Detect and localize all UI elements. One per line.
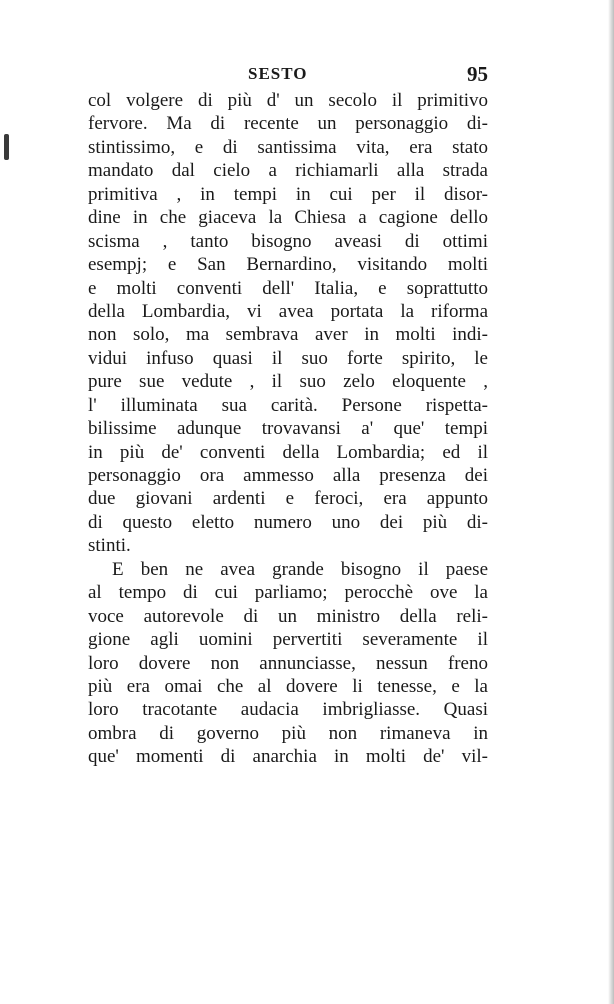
spine-shadow <box>608 0 614 1004</box>
text-line: dine in che giaceva la Chiesa a cagione dello <box>88 207 488 229</box>
text-line: al tempo di cui parliamo; perocchè ove la <box>88 582 488 604</box>
text-line: E ben ne avea grande bisogno il paese <box>112 558 488 580</box>
page-number: 95 <box>467 62 488 86</box>
text-line: personaggio ora ammesso alla presenza dei <box>88 465 488 486</box>
text-line: e molti conventi dell' Italia, e soprattutto <box>88 277 488 299</box>
body-text <box>88 89 488 769</box>
text-line: vidui infuso quasi il suo forte spirito, le <box>88 347 488 369</box>
text-line: esempj; e San Bernardino, visitando molti <box>88 254 488 276</box>
text-line: col volgere di più d' un secolo il primitivo <box>88 90 488 111</box>
running-head: SESTO <box>248 64 308 83</box>
text-line: ombra di governo più non rimaneva in <box>88 722 488 744</box>
text-line: di questo eletto numero uno dei più di- <box>88 511 488 533</box>
text-line: scisma , tanto bisogno aveasi di ottimi <box>88 230 488 252</box>
text-line: gione agli uomini pervertiti severamente il <box>88 629 488 651</box>
text-line: l' illuminata sua carità. Persone rispetta- <box>88 394 488 416</box>
text-line: stintissimo, e di santissima vita, era stato <box>88 136 488 158</box>
text-line: voce autorevole di un ministro della reli- <box>88 605 488 627</box>
page-header <box>88 62 488 88</box>
text-line: primitiva , in tempi in cui per il disor- <box>88 183 488 205</box>
text-line: due giovani ardenti e feroci, era appunto <box>88 488 488 510</box>
text-line: loro dovere non annunciasse, nessun freno <box>88 652 488 674</box>
text-line: loro tracotante audacia imbrigliasse. Quasi <box>88 699 488 721</box>
text-line: della Lombardia, vi avea portata la riforma <box>88 300 488 322</box>
text-line: bilissime adunque trovavansi a' que' tempi <box>88 418 488 440</box>
text-line: più era omai che al dovere li tenesse, e la <box>88 675 488 697</box>
text-line: que' momenti di anarchia in molti de' vil- <box>88 746 488 768</box>
text-line: pure sue vedute , il suo zelo eloquente , <box>88 371 488 393</box>
text-line: stinti. <box>88 535 131 557</box>
text-line: non solo, ma sembrava aver in molti indi- <box>88 324 488 346</box>
text-line: mandato dal cielo a richiamarli alla strada <box>88 160 488 182</box>
text-line: in più de' conventi della Lombardia; ed il <box>88 441 488 463</box>
text-line: fervore. Ma di recente un personaggio di- <box>88 113 488 135</box>
gutter-mark <box>4 134 9 160</box>
paragraph-1 <box>88 89 488 558</box>
paragraph-2 <box>88 558 488 769</box>
